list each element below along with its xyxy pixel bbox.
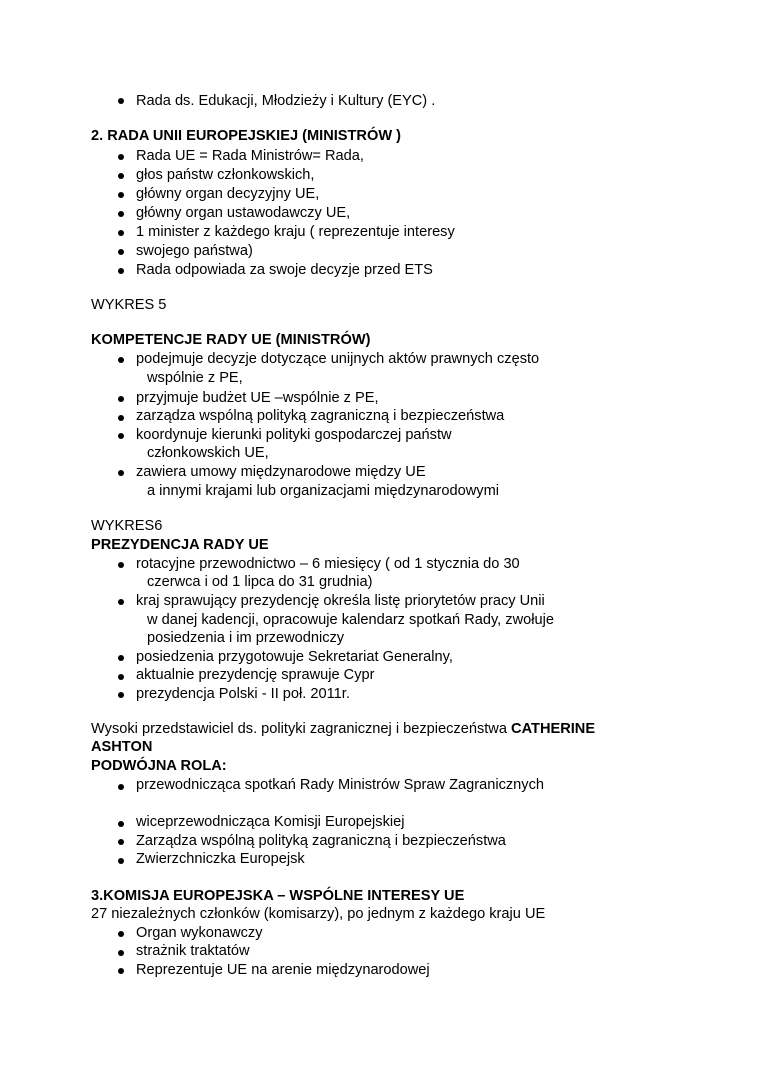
paragraph: 27 niezależnych członków (komisarzy), po jednym z każdego kraju UE (91, 906, 546, 922)
bullet-icon (118, 433, 124, 439)
bullet-icon (118, 839, 124, 845)
section-heading: 2. RADA UNII EUROPEJSKIEJ (MINISTRÓW ) (91, 128, 402, 144)
list-item: głos państw członkowskich, (136, 167, 315, 183)
list-item: swojego państwa) (136, 243, 253, 259)
section-heading: KOMPETENCJE RADY UE (MINISTRÓW) (91, 332, 371, 348)
list-item: Zwierzchniczka Europejsk (136, 851, 305, 867)
list-item: Reprezentuje UE na arenie międzynarodowej (136, 962, 430, 978)
chart-label: WYKRES 5 (91, 297, 167, 313)
list-item: główny organ decyzyjny UE, (136, 186, 320, 202)
chart-label: WYKRES6 (91, 518, 163, 534)
list-item: rotacyjne przewodnictwo – 6 miesięcy ( od 1 stycznia do 30 (136, 556, 520, 572)
bullet-icon (118, 968, 124, 974)
bullet-icon (118, 396, 124, 402)
bullet-icon (118, 950, 124, 956)
bullet-icon (118, 249, 124, 255)
list-item: zawiera umowy międzynarodowe między UE (136, 464, 426, 480)
list-item: przewodnicząca spotkań Rady Ministrów Spraw Zagranicznych (136, 777, 544, 793)
paragraph (91, 720, 595, 739)
list-item: Rada odpowiada za swoje decyzje przed ETS (136, 262, 433, 278)
paragraph-text: Wysoki przedstawiciel ds. polityki zagranicznej i bezpieczeństwa (91, 721, 512, 737)
list-item-continuation: członkowskich UE, (147, 445, 269, 461)
list-item: Zarządza wspólną polityką zagraniczną i bezpieczeństwa (136, 833, 506, 849)
bullet-icon (118, 599, 124, 605)
list-item: strażnik traktatów (136, 943, 250, 959)
list-item: Rada ds. Edukacji, Młodzieży i Kultury (EYC) . (136, 93, 436, 109)
list-item: kraj sprawujący prezydencję określa listę priorytetów pracy Unii (136, 593, 545, 609)
bullet-icon (118, 674, 124, 680)
bullet-icon (118, 931, 124, 937)
list-item-continuation: w danej kadencji, opracowuje kalendarz spotkań Rady, zwołuje (147, 612, 554, 628)
bullet-icon (118, 415, 124, 421)
section-heading: 3.KOMISJA EUROPEJSKA – WSPÓLNE INTERESY UE (91, 888, 465, 904)
person-name: CATHERINE (511, 721, 596, 737)
list-item: aktualnie prezydencję sprawuje Cypr (136, 667, 375, 683)
list-item-continuation: posiedzenia i im przewodniczy (147, 630, 345, 646)
bullet-icon (118, 784, 124, 790)
bullet-icon (118, 562, 124, 568)
list-item: wiceprzewodnicząca Komisji Europejskiej (136, 814, 405, 830)
list-item: przyjmuje budżet UE –wspólnie z PE, (136, 390, 379, 406)
bullet-icon (118, 655, 124, 661)
bullet-icon (118, 173, 124, 179)
list-item: 1 minister z każdego kraju ( reprezentuje interesy (136, 224, 455, 240)
section-heading: PREZYDENCJA RADY UE (91, 537, 269, 553)
bullet-icon (118, 154, 124, 160)
list-item-continuation: wspólnie z PE, (147, 370, 243, 386)
section-heading: PODWÓJNA ROLA: (91, 758, 227, 774)
list-item: Rada UE = Rada Ministrów= Rada, (136, 148, 364, 164)
list-item-continuation: czerwca i od 1 lipca do 31 grudnia) (147, 574, 373, 590)
bullet-icon (118, 98, 124, 104)
list-item: główny organ ustawodawczy UE, (136, 205, 351, 221)
list-item: zarządza wspólną polityką zagraniczną i bezpieczeństwa (136, 408, 505, 424)
bullet-icon (118, 268, 124, 274)
list-item: podejmuje decyzje dotyczące unijnych aktów prawnych często (136, 351, 540, 367)
bullet-icon (118, 692, 124, 698)
bullet-icon (118, 858, 124, 864)
bullet-icon (118, 821, 124, 827)
list-item: Organ wykonawczy (136, 925, 263, 941)
list-item: koordynuje kierunki polityki gospodarczej państw (136, 427, 452, 443)
bullet-icon (118, 192, 124, 198)
person-name-continuation: ASHTON (91, 739, 153, 755)
list-item: posiedzenia przygotowuje Sekretariat Generalny, (136, 649, 453, 665)
list-item-continuation: a innymi krajami lub organizacjami międzynarodowymi (147, 483, 500, 499)
bullet-icon (118, 230, 124, 236)
list-item: prezydencja Polski - II poł. 2011r. (136, 686, 350, 702)
bullet-icon (118, 470, 124, 476)
bullet-icon (118, 357, 124, 363)
bullet-icon (118, 211, 124, 217)
